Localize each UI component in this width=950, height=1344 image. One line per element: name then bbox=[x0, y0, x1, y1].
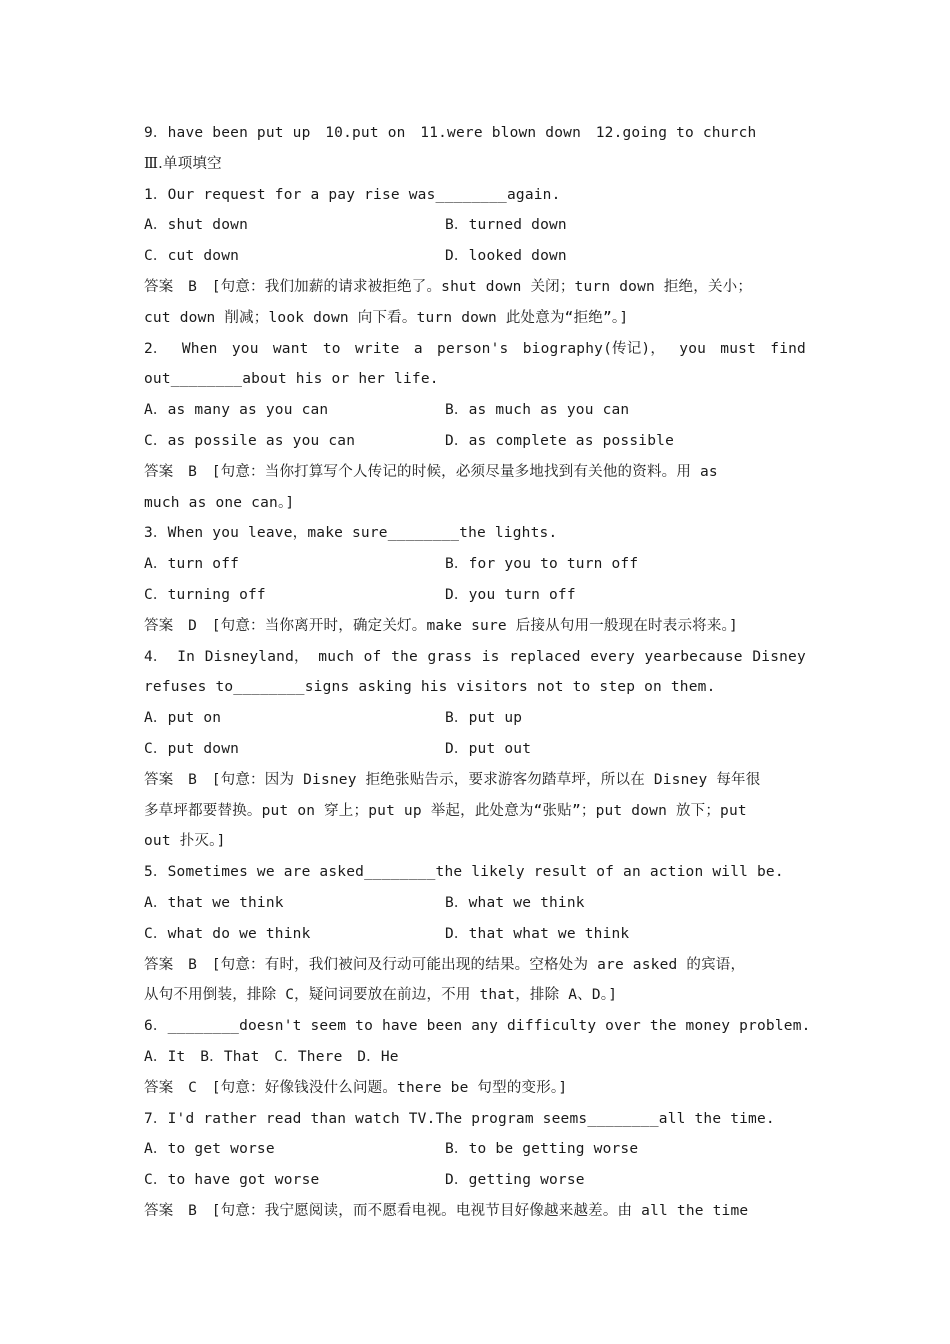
question-1-answer: 答案 B [句意：我们加薪的请求被拒绝了。shut down 关闭；turn down 拒绝，关小； bbox=[144, 278, 753, 295]
document-page bbox=[144, 118, 811, 1227]
question-3-answer: 答案 D [句意：当你离开时，确定关灯。make sure 后接从句用一般现在时表示将来。] bbox=[144, 617, 738, 634]
option-c: C．as possile as you can bbox=[144, 432, 356, 449]
word: every bbox=[590, 648, 635, 665]
question-4-answer: 答案 B [句意：因为 Disney 拒绝张贴告示，要求游客勿踏草坪，所以在 Disney 每年很 bbox=[144, 771, 761, 788]
option-b: B．as much as you can bbox=[445, 402, 630, 419]
question-2-answer-cont: much as one can。] bbox=[144, 494, 295, 511]
question-1-options-cd bbox=[144, 241, 806, 272]
option-c: C．cut down bbox=[144, 248, 240, 265]
word: want bbox=[272, 340, 309, 357]
question-4-stem bbox=[144, 642, 806, 673]
word: a bbox=[413, 340, 423, 357]
question-5-stem: 5．Sometimes we are asked________the likely result of an action will be. bbox=[144, 864, 784, 881]
word: Disneyland， bbox=[204, 648, 309, 665]
word: yearbecause bbox=[644, 648, 743, 665]
question-7-options-ab bbox=[144, 1134, 806, 1165]
option-d: D．you turn off bbox=[445, 586, 576, 603]
option-b: B．to be getting worse bbox=[445, 1141, 639, 1158]
question-6-stem: 6．________doesn't seem to have been any difficulty over the money problem. bbox=[144, 1018, 811, 1035]
word: write bbox=[354, 340, 400, 357]
option-a: A．as many as you can bbox=[144, 402, 329, 419]
question-6-answer: 答案 C [句意：好像钱没什么问题。there be 句型的变形。] bbox=[144, 1079, 568, 1096]
question-2-options-ab bbox=[144, 395, 806, 426]
question-2-answer: 答案 B [句意：当你打算写个人传记的时候，必须尽量多地找到有关他的资料。用 as bbox=[144, 463, 718, 480]
question-1-options-ab bbox=[144, 210, 806, 241]
question-1-answer-cont: cut down 削减；look down 向下看。turn down 此处意为“拒绝”。] bbox=[144, 309, 629, 326]
word: is bbox=[481, 648, 500, 665]
word: must bbox=[720, 340, 757, 357]
option-b: B．for you to turn off bbox=[445, 556, 639, 573]
word: person's bbox=[437, 340, 509, 357]
question-3-options-cd bbox=[144, 580, 806, 611]
question-2-stem-cont: out________about his or her life. bbox=[144, 371, 439, 388]
word: replaced bbox=[509, 648, 581, 665]
option-c: C．to have got worse bbox=[144, 1172, 320, 1189]
option-a: A．shut down bbox=[144, 217, 248, 234]
question-5-options-ab bbox=[144, 888, 806, 919]
question-5-options-cd bbox=[144, 919, 806, 950]
option-d: D．put out bbox=[445, 740, 532, 757]
word: the bbox=[391, 648, 418, 665]
word: find bbox=[770, 340, 806, 357]
word: biography(传记)， bbox=[522, 340, 666, 357]
question-7-answer: 答案 B [句意：我宁愿阅读，而不愿看电视。电视节目好像越来越差。由 all the time bbox=[144, 1202, 749, 1219]
option-a: A．that we think bbox=[144, 894, 284, 911]
question-1-stem: 1．Our request for a pay rise was________again. bbox=[144, 186, 561, 203]
word: In bbox=[177, 648, 196, 665]
option-b: B．turned down bbox=[445, 217, 567, 234]
option-a: A．to get worse bbox=[144, 1141, 275, 1158]
option-d: D．as complete as possible bbox=[445, 432, 675, 449]
question-6-options: A．It B．That C．There D．He bbox=[144, 1048, 399, 1065]
option-b: B．put up bbox=[445, 710, 523, 727]
question-4-options-cd bbox=[144, 734, 806, 765]
option-b: B．what we think bbox=[445, 894, 585, 911]
word: grass bbox=[427, 648, 473, 665]
question-4-answer-cont: 多草坪都要替换。put on 穿上；put up 举起，此处意为“张贴”；put down 放下；put bbox=[144, 802, 747, 819]
section-title: Ⅲ.单项填空 bbox=[144, 155, 222, 172]
option-d: D．looked down bbox=[445, 248, 567, 265]
option-c: C．turning off bbox=[144, 586, 266, 603]
word: you bbox=[679, 340, 707, 357]
question-4-options-ab bbox=[144, 703, 806, 734]
option-d: D．that what we think bbox=[445, 925, 630, 942]
word: of bbox=[363, 648, 382, 665]
question-4-stem-cont: refuses to________signs asking his visitors not to step on them. bbox=[144, 679, 716, 696]
word: 2． bbox=[144, 340, 168, 357]
option-c: C．what do we think bbox=[144, 925, 311, 942]
question-7-stem: 7．I'd rather read than watch TV.The program seems________all the time. bbox=[144, 1110, 775, 1127]
question-7-options-cd bbox=[144, 1165, 806, 1196]
question-3-stem: 3．When you leave，make sure________the lights. bbox=[144, 525, 558, 542]
word: you bbox=[231, 340, 259, 357]
question-5-answer-cont: 从句不用倒装，排除 C，疑问词要放在前边，不用 that，排除 A、D。] bbox=[144, 987, 618, 1004]
option-c: C．put down bbox=[144, 740, 240, 757]
word: When bbox=[181, 340, 218, 357]
question-4-answer-cont: out 扑灭。] bbox=[144, 833, 226, 850]
question-3-options-ab bbox=[144, 549, 806, 580]
word: 4． bbox=[144, 648, 168, 665]
option-d: D．getting worse bbox=[445, 1172, 585, 1189]
option-a: A．turn off bbox=[144, 556, 240, 573]
word: much bbox=[318, 648, 355, 665]
previous-answers: 9．have been put up 10.put on 11.were blown down 12.going to church bbox=[144, 125, 757, 141]
question-5-answer: 答案 B [句意：有时，我们被问及行动可能出现的结果。空格处为 are asked 的宾语， bbox=[144, 956, 746, 973]
question-2-options-cd bbox=[144, 426, 806, 457]
question-2-stem bbox=[144, 334, 806, 365]
word: to bbox=[322, 340, 341, 357]
word: Disney bbox=[752, 648, 806, 665]
option-a: A．put on bbox=[144, 710, 222, 727]
